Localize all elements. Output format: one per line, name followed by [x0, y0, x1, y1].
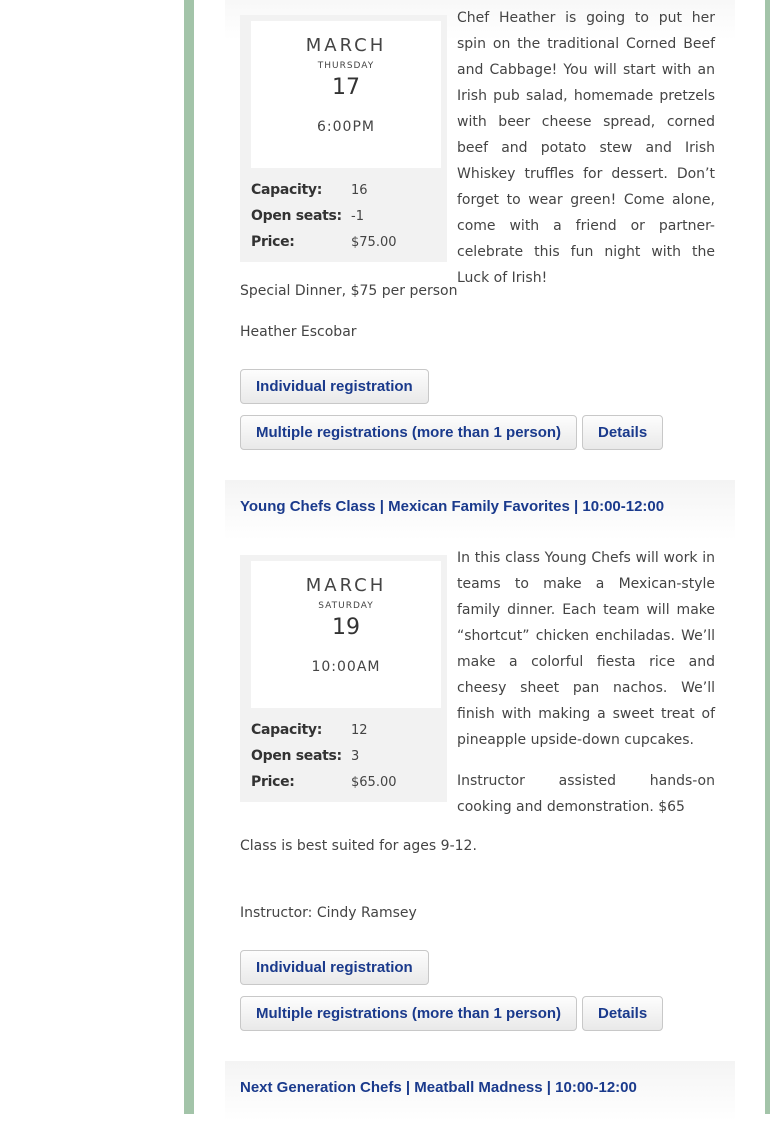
event-header: [225, 1061, 735, 1121]
left-border-stripe: [184, 0, 194, 1114]
event-description: Chef Heather is going to put her spin on the traditional Corned Beef and Cabbage! You will start with an Irish pub salad, homemade pretzels with beer cheese spread, corned beef and potato stew and Irish Whiskey truffles for dessert. Don’t forget to wear green! Come alone, come with a friend or partner- celebrate this fun night with the Luck of Irish!: [457, 10, 715, 286]
event-info-box: [240, 15, 447, 262]
event-note: Special Dinner, $75 per person: [240, 283, 458, 299]
date-card: [251, 561, 441, 708]
capacity-row: [251, 722, 441, 746]
date-month: MARCH: [305, 575, 387, 596]
date-day: 19: [332, 615, 360, 640]
details-button[interactable]: Details: [582, 415, 663, 450]
event-description-extra: Instructor assisted hands-on cooking and demonstration. $65: [457, 773, 715, 815]
event-instructor: Heather Escobar: [240, 324, 357, 340]
right-border-stripe: [765, 0, 770, 1114]
price-label: Price:: [251, 234, 295, 250]
event-note: Class is best suited for ages 9-12.: [240, 838, 477, 854]
individual-registration-button[interactable]: Individual registration: [240, 369, 429, 404]
date-time: 6:00PM: [317, 119, 375, 135]
event-title-link[interactable]: Next Generation Chefs | Meatball Madness | 10:00-12:00: [240, 1079, 637, 1096]
date-weekday: SATURDAY: [318, 601, 374, 611]
date-weekday: THURSDAY: [317, 61, 375, 71]
event-title-link[interactable]: Young Chefs Class | Mexican Family Favorites | 10:00-12:00: [240, 498, 665, 515]
event-header: [225, 480, 735, 540]
date-month: MARCH: [305, 35, 387, 56]
date-card: [251, 21, 441, 168]
capacity-value: 16: [351, 183, 368, 198]
multiple-registrations-button[interactable]: Multiple registrations (more than 1 person): [240, 415, 577, 450]
open-seats-row: [251, 748, 441, 772]
capacity-row: [251, 182, 441, 206]
event-list: [194, 0, 765, 1114]
open-seats-row: [251, 208, 441, 232]
date-time: 10:00AM: [311, 659, 381, 675]
open-seats-label: Open seats:: [251, 748, 342, 764]
price-row: [251, 234, 441, 258]
capacity-label: Capacity:: [251, 722, 323, 738]
open-seats-label: Open seats:: [251, 208, 342, 224]
date-day: 17: [332, 75, 360, 100]
multiple-registrations-button[interactable]: Multiple registrations (more than 1 person): [240, 996, 577, 1031]
event-info-box: [240, 555, 447, 802]
capacity-value: 12: [351, 723, 368, 738]
left-sidebar: [0, 0, 184, 1114]
open-seats-value: 3: [351, 749, 360, 764]
open-seats-value: -1: [351, 209, 364, 224]
details-button[interactable]: Details: [582, 996, 663, 1031]
individual-registration-button[interactable]: Individual registration: [240, 950, 429, 985]
capacity-label: Capacity:: [251, 182, 323, 198]
price-label: Price:: [251, 774, 295, 790]
event-instructor: Instructor: Cindy Ramsey: [240, 905, 417, 921]
price-value: $75.00: [351, 235, 397, 250]
event-description: In this class Young Chefs will work in teams to make a Mexican-style family dinner. Each team will make “shortcut” chicken enchiladas. We’ll make a colorful fiesta rice and cheesy sheet pan nachos. We’ll finish with making a sweet treat of pineapple upside-down cupcakes.: [457, 550, 715, 748]
price-row: [251, 774, 441, 798]
price-value: $65.00: [351, 775, 397, 790]
